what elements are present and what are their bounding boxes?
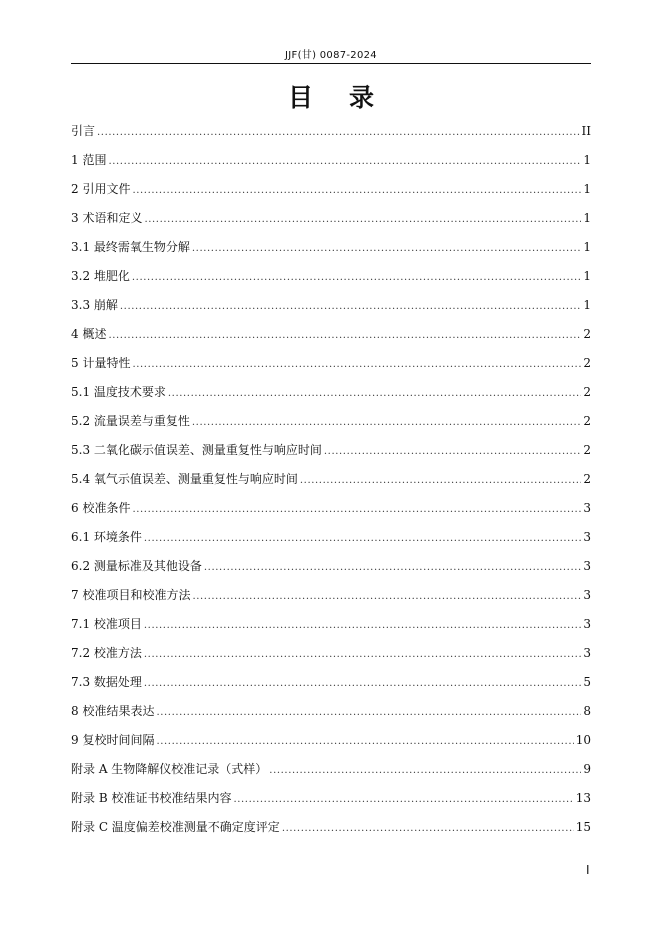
toc-entry-page: 1 (583, 269, 591, 283)
toc-leader-dots (192, 591, 581, 602)
toc-entry[interactable] (71, 615, 591, 644)
toc-entry-page: 3 (583, 588, 591, 602)
toc-entry-page: 3 (583, 530, 591, 544)
toc-entry-label: 5.4 氧气示值误差、测量重复性与响应时间 (71, 472, 298, 486)
toc-entry-page: 5 (583, 675, 591, 689)
toc-entry-page: 3 (583, 501, 591, 515)
table-of-contents (71, 122, 591, 847)
toc-entry-page: 3 (583, 646, 591, 660)
toc-leader-dots (132, 504, 581, 515)
toc-entry[interactable] (71, 818, 591, 847)
toc-entry-label: 3 术语和定义 (71, 211, 143, 225)
header-rule (71, 63, 591, 64)
toc-entry[interactable] (71, 731, 591, 760)
toc-leader-dots (192, 417, 581, 428)
toc-entry[interactable] (71, 383, 591, 412)
toc-leader-dots (132, 272, 581, 283)
toc-entry-label: 6 校准条件 (71, 501, 131, 515)
toc-entry-page: 15 (575, 820, 591, 834)
toc-entry-page: II (581, 124, 591, 138)
toc-entry-label: 9 复校时间间隔 (71, 733, 155, 747)
toc-entry-page: 1 (583, 153, 591, 167)
toc-leader-dots (204, 562, 581, 573)
toc-entry-page: 2 (583, 356, 591, 370)
toc-entry-label: 1 范围 (71, 153, 107, 167)
toc-entry[interactable] (71, 789, 591, 818)
toc-leader-dots (132, 185, 581, 196)
toc-leader-dots (144, 620, 581, 631)
toc-entry[interactable] (71, 760, 591, 789)
toc-leader-dots (233, 794, 573, 805)
toc-entry-label: 7.3 数据处理 (71, 675, 142, 689)
toc-entry-label: 3.1 最终需氧生物分解 (71, 240, 190, 254)
toc-entry-page: 9 (583, 762, 591, 776)
toc-entry-label: 7 校准项目和校准方法 (71, 588, 191, 602)
page-title: 目录 (287, 83, 410, 112)
toc-entry-label: 8 校准结果表达 (71, 704, 155, 718)
toc-entry[interactable] (71, 441, 591, 470)
toc-entry[interactable] (71, 325, 591, 354)
toc-entry-page: 3 (583, 559, 591, 573)
toc-entry[interactable] (71, 499, 591, 528)
toc-entry-page: 2 (583, 327, 591, 341)
toc-entry[interactable] (71, 412, 591, 441)
toc-leader-dots (282, 823, 574, 834)
page-number: I (586, 863, 590, 877)
toc-entry-page: 1 (583, 211, 591, 225)
toc-entry[interactable] (71, 267, 591, 296)
toc-entry-label: 7.2 校准方法 (71, 646, 142, 660)
toc-entry-label: 5.2 流量误差与重复性 (71, 414, 190, 428)
toc-entry-page: 10 (575, 733, 591, 747)
toc-leader-dots (156, 736, 573, 747)
toc-entry[interactable] (71, 470, 591, 499)
toc-leader-dots (97, 127, 580, 138)
toc-entry[interactable] (71, 354, 591, 383)
toc-entry-label: 7.1 校准项目 (71, 617, 142, 631)
toc-entry-label: 引言 (71, 124, 96, 138)
toc-entry-page: 1 (583, 182, 591, 196)
toc-entry-page: 2 (583, 472, 591, 486)
document-header-code: JJF(甘) 0087-2024 (285, 50, 377, 61)
toc-entry[interactable] (71, 296, 591, 325)
toc-entry[interactable] (71, 702, 591, 731)
toc-entry-label: 6.2 测量标准及其他设备 (71, 559, 202, 573)
toc-leader-dots (108, 156, 581, 167)
toc-leader-dots (269, 765, 581, 776)
toc-entry[interactable] (71, 644, 591, 673)
toc-entry-page: 3 (583, 617, 591, 631)
toc-leader-dots (144, 533, 581, 544)
toc-entry-label: 附录 C 温度偏差校准测量不确定度评定 (71, 820, 280, 834)
toc-entry-label: 5.1 温度技术要求 (71, 385, 166, 399)
toc-leader-dots (108, 330, 581, 341)
toc-entry-page: 2 (583, 414, 591, 428)
toc-leader-dots (144, 214, 581, 225)
toc-entry-label: 5 计量特性 (71, 356, 131, 370)
toc-entry-label: 4 概述 (71, 327, 107, 341)
toc-entry-label: 2 引用文件 (71, 182, 131, 196)
toc-leader-dots (132, 359, 581, 370)
toc-leader-dots (300, 475, 581, 486)
toc-entry[interactable] (71, 180, 591, 209)
toc-entry-page: 1 (583, 298, 591, 312)
toc-entry[interactable] (71, 238, 591, 267)
toc-entry[interactable] (71, 586, 591, 615)
toc-entry-label: 3.3 崩解 (71, 298, 118, 312)
toc-entry[interactable] (71, 209, 591, 238)
toc-entry-page: 1 (583, 240, 591, 254)
toc-leader-dots (120, 301, 581, 312)
toc-leader-dots (144, 649, 581, 660)
toc-leader-dots (192, 243, 581, 254)
toc-entry-label: 5.3 二氧化碳示值误差、测量重复性与响应时间 (71, 443, 322, 457)
toc-entry[interactable] (71, 557, 591, 586)
toc-entry-label: 6.1 环境条件 (71, 530, 142, 544)
toc-entry-page: 13 (575, 791, 591, 805)
toc-entry-label: 3.2 堆肥化 (71, 269, 130, 283)
toc-leader-dots (168, 388, 581, 399)
toc-entry[interactable] (71, 151, 591, 180)
toc-leader-dots (324, 446, 581, 457)
toc-entry-page: 2 (583, 385, 591, 399)
toc-entry[interactable] (71, 122, 591, 151)
toc-entry[interactable] (71, 673, 591, 702)
toc-entry-label: 附录 A 生物降解仪校准记录（式样） (71, 762, 268, 776)
toc-leader-dots (144, 678, 581, 689)
toc-entry-label: 附录 B 校准证书校准结果内容 (71, 791, 232, 805)
toc-entry-page: 2 (583, 443, 591, 457)
toc-entry-page: 8 (583, 704, 591, 718)
toc-entry[interactable] (71, 528, 591, 557)
toc-leader-dots (156, 707, 581, 718)
